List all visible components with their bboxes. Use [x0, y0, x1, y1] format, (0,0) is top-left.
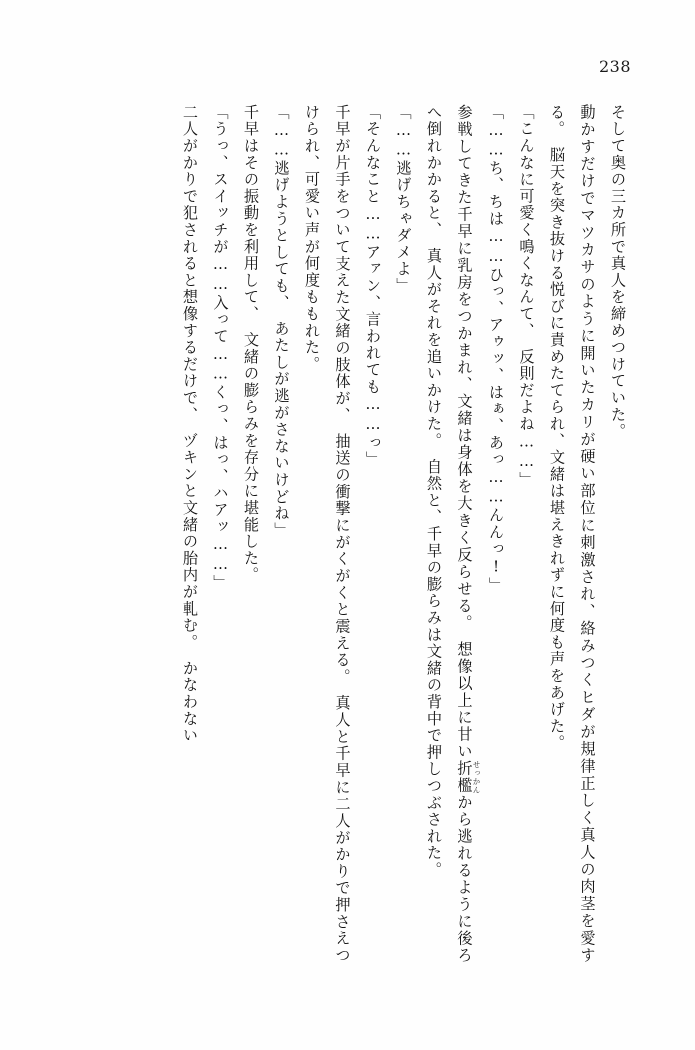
- paragraph: 「こんなに可愛く鳴くなんて、 反則だよね……」: [517, 104, 536, 489]
- paragraph: 千早が片手をついて支えた文緒の肢体が、 抽送の衝撃にがくがくと震える。 真人と千早に二人がかりで押さえつけられ、可愛い声が何度ももれた。: [303, 104, 352, 964]
- paragraph-text: 参戦してきた千早に乳房をつかまれ、文緒は身体を大きく反らせる。 想像以上に甘い折檻せっかんから逃れるように後ろへ倒れかかると、 真人がそれを追いかけた。 自然と、千早の膨らみは文緒の背中で押しつぶされた。: [425, 104, 481, 964]
- paragraph: 二人がかりで犯されると想像するだけで、 ヅキンと文緒の胎内が軋む。 かなわない: [181, 104, 199, 744]
- paragraph: 「……逃げようとしても、 あたしが逃がさないけどね」: [272, 104, 291, 539]
- ruby-annotation: 折檻せっかん: [455, 760, 481, 795]
- paragraph: 「うっ、スイッチが……入って……くっ、はっ、ハアッ……」: [211, 104, 230, 592]
- paragraph: 「……ち、ちは……ひっ、アゥッ、はぁ、あっ……んんっ!」: [487, 104, 505, 594]
- paragraph: 「……逃げちゃダメよ」: [394, 104, 413, 295]
- paragraph: そして奥の三カ所で真人を締めつけていた。: [609, 104, 627, 440]
- page-number: 238: [598, 57, 631, 76]
- paragraph: 「そんなこと……アァン、言われても……っ」: [364, 104, 382, 468]
- paragraph: 動かすだけでマツカサのように開いたカリが硬い部位に刺激され、絡みつくヒダが規律正しく真人の肉茎を愛する。 脳天を突き抜ける悦びに責めたてられ、文緒は堪えきれずに何度も声をあげた。: [548, 104, 597, 964]
- paragraph: 千早はその振動を利用して、 文緒の膨らみを存分に堪能した。: [242, 104, 260, 584]
- page-body-text: [60, 104, 633, 964]
- paragraph-with-ruby: [419, 104, 481, 964]
